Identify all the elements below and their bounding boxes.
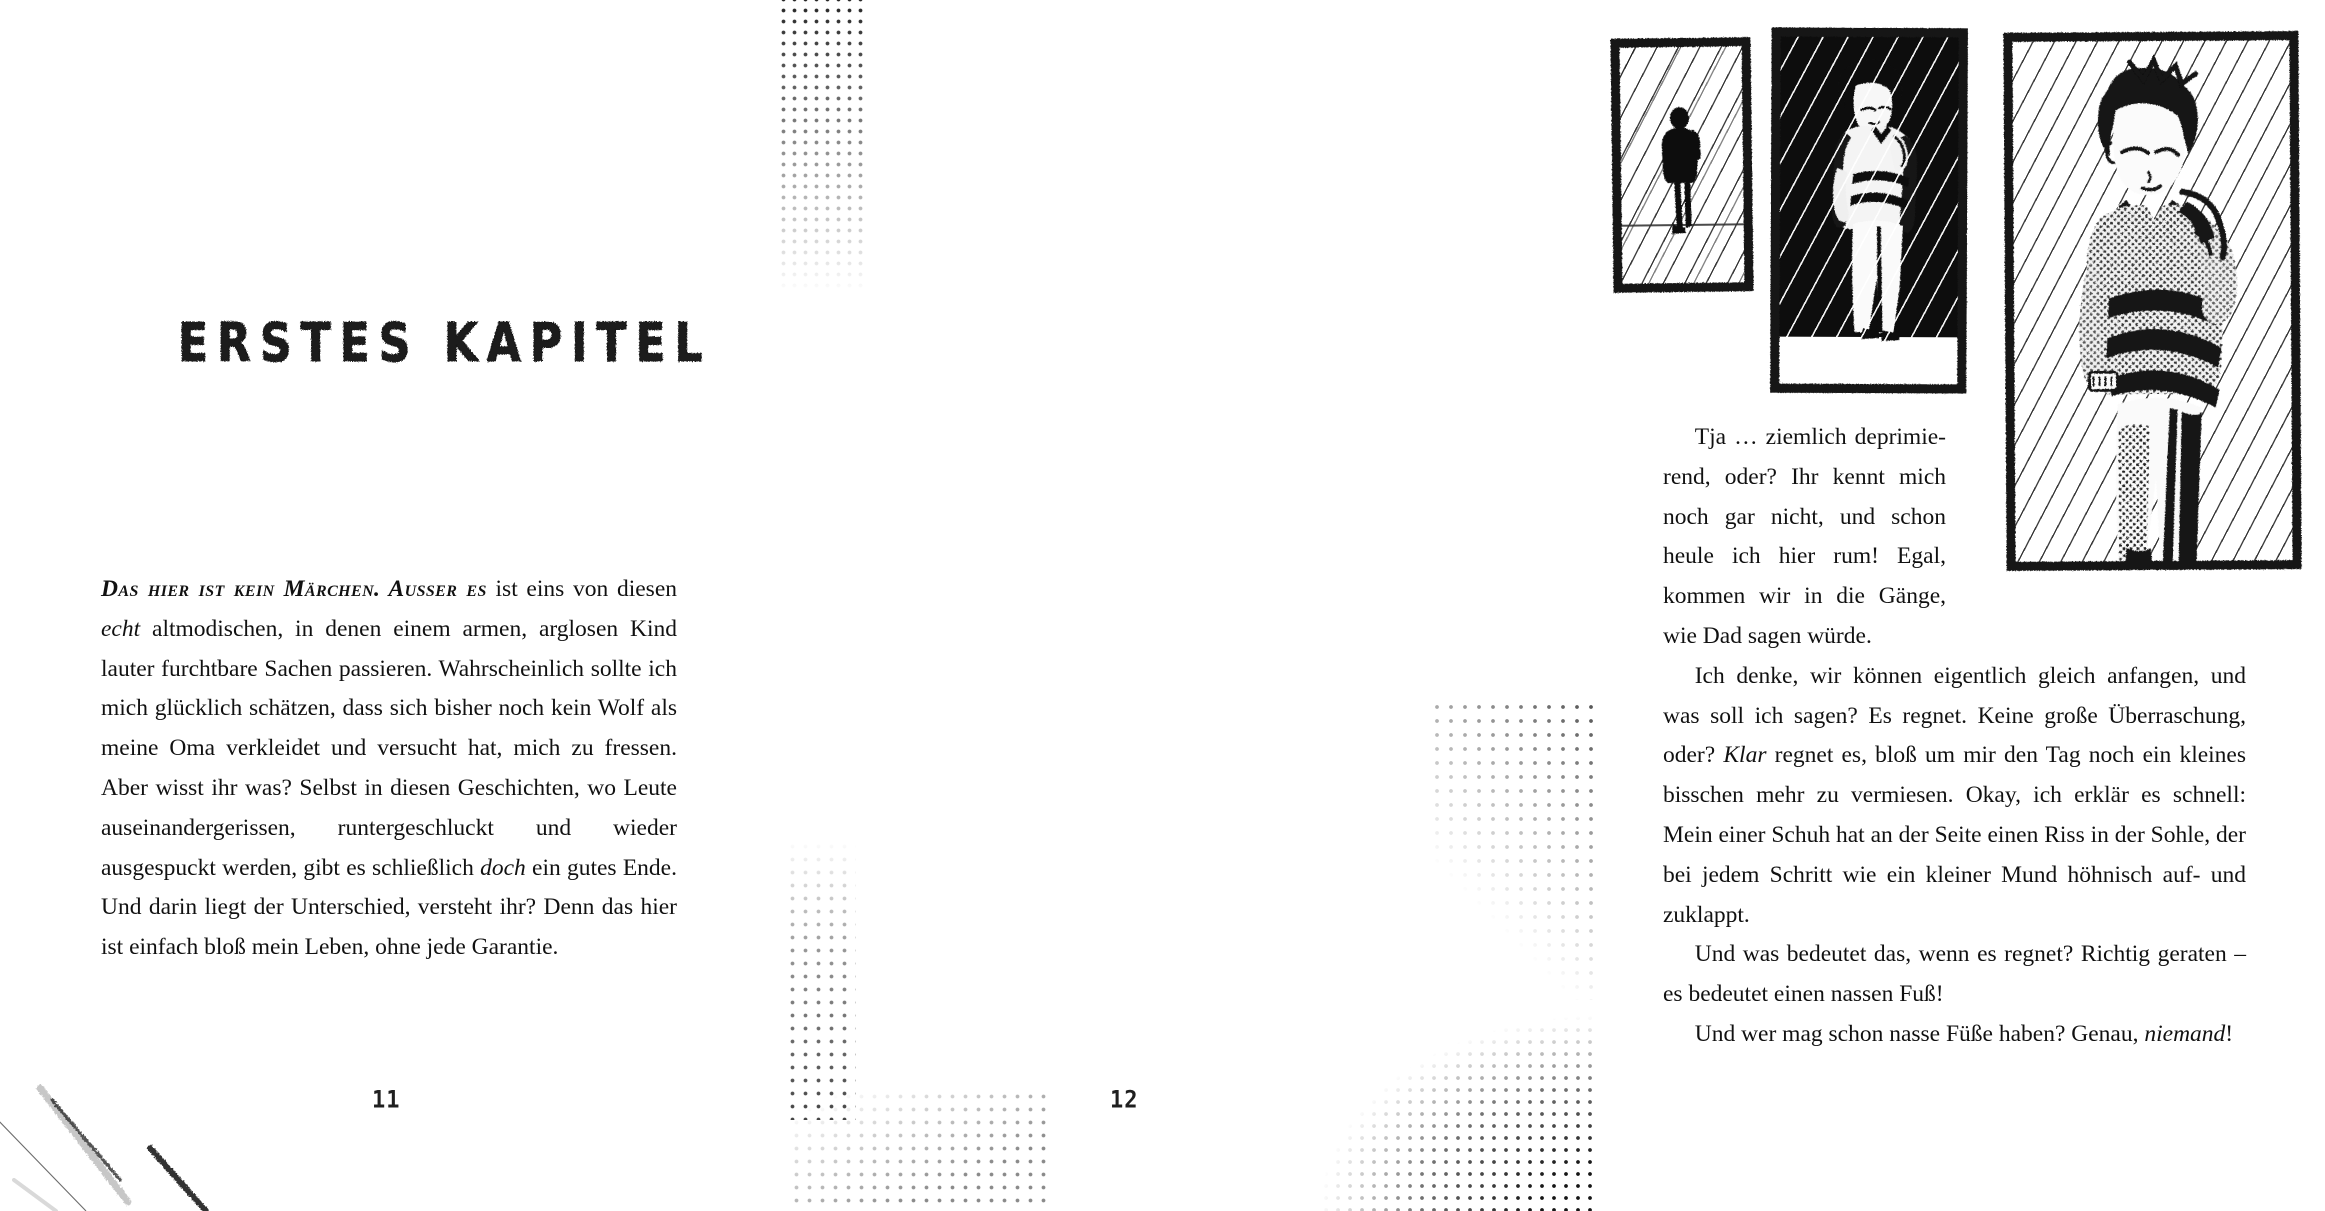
body-text: ein gutes Ende. Und darin liegt der Unterschied, versteht ihr? Denn das hier ist einfach bloß mein Leben, ohne jede Garantie. [101, 854, 677, 961]
chapter-heading: ERSTES KAPITEL [178, 312, 712, 375]
page-number-left: 11 [372, 1087, 401, 1114]
italic-emphasis: doch [480, 854, 526, 881]
paragraph [1663, 1015, 2246, 1055]
left-page [0, 0, 775, 1211]
rain-hatch [1770, 28, 1968, 394]
paragraph: Tja … ziemlich deprimierend, oder? Ihr kennt mich noch gar nicht, und schon heule ich hier rum! Egal, kommen wir in die Gänge, wie Dad sagen würde. [1663, 424, 1946, 649]
panel-medium-dark [1770, 28, 1968, 394]
opening-smallcaps: Das hier ist kein Märchen. Ausser es [101, 576, 487, 602]
illustration-text-wrap-spacer [1946, 418, 2246, 595]
body-text: regnet es, bloß um mir den Tag noch ein kleines bisschen mehr zu vermiesen. Okay, ich erklär es schnell: Mein einer Schuh hat an der Seite einen Riss in der Sohle, der bei jedem Schritt wie ein kleiner Mund höhnisch auf- und zuklappt. [1663, 742, 2247, 928]
left-page-text-column [101, 570, 677, 968]
panel-distant-silhouette [1610, 37, 1753, 293]
right-page [775, 0, 2247, 1211]
body-text: ist eins von diesen [495, 576, 678, 602]
italic-emphasis: Klar [1723, 742, 1767, 769]
body-text: Ich denke, wir können eigentlich gleich anfangen, und was soll ich sagen? Es regnet. Keine große Überraschung, oder? [1663, 662, 2246, 769]
paragraph: Und was bedeutet das, wenn es regnet? Richtig geraten – es bedeutet einen nassen Fuß! [1663, 941, 2246, 1008]
paragraph [101, 570, 677, 968]
italic-emphasis: niemand [2144, 1020, 2226, 1047]
page-number-right: 12 [1110, 1087, 1139, 1114]
distant-boy-silhouette [1610, 37, 1753, 293]
body-text: ! [2225, 1020, 2234, 1047]
italic-emphasis: echt [101, 615, 141, 642]
body-text: altmodischen, in denen einem armen, arglosen Kind lauter furchtbare Sachen passieren. Wahrscheinlich sollte ich mich glücklich schätzen, dass sich bisher noch kein Wolf als meine Oma verkleidet und versucht hat, mich zu fressen. Aber wisst ihr was? Selbst in diesen Geschichten, wo Leute auseinandergerissen, runtergeschluckt und wieder ausgespuckt werden, gibt es schließlich [101, 615, 677, 881]
body-text: Und wer mag schon nasse Füße haben? Genau, [1694, 1020, 2145, 1047]
right-page-text-column [1663, 418, 2246, 1055]
rain-streaks-decoration [0, 1030, 260, 1211]
paragraph [1663, 657, 2246, 936]
